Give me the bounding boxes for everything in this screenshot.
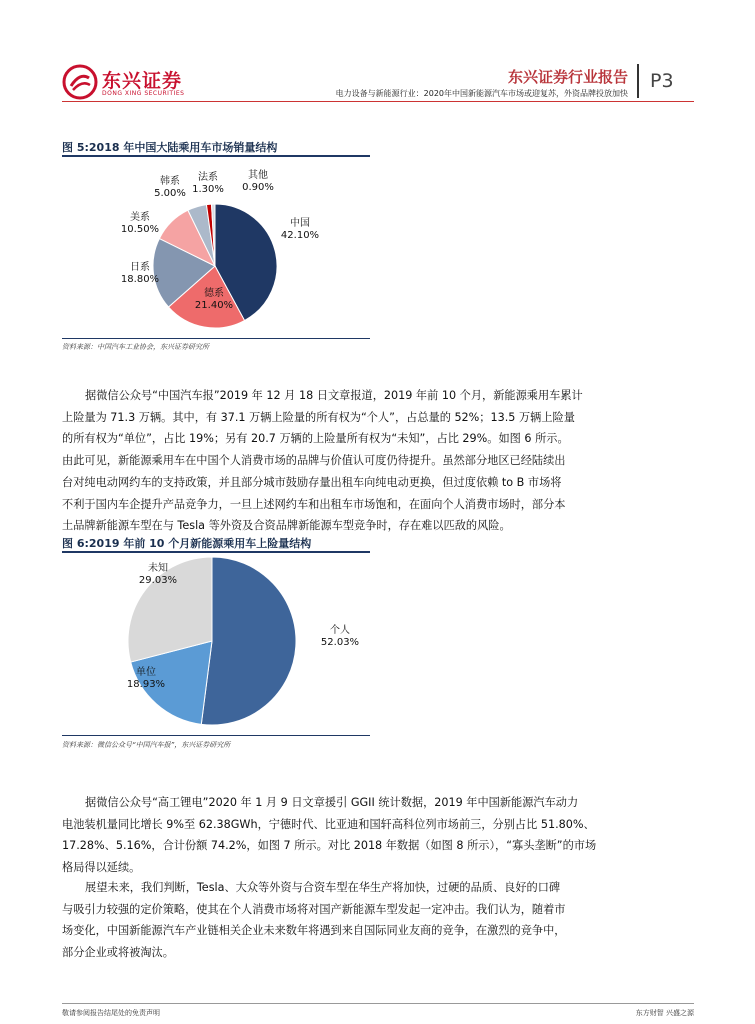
fig5-pie-chart <box>62 160 370 338</box>
fig6-slice-name-1: 单位 <box>136 667 156 678</box>
para2-line: 17.28%、5.16%，合计份额 74.2%，如图 7 所示。对比 2018 年数据（如图 8 所示），“寡头垄断”的市场 <box>62 839 597 853</box>
report-subtitle: 电力设备与新能源行业：2020年中国新能源汽车市场或迎复苏，外资品牌投放加快 <box>335 89 628 98</box>
fig5-slice-value-3: 10.50% <box>120 224 160 235</box>
fig5-slice-value-5: 1.30% <box>192 184 224 195</box>
para1-line: 台对纯电动网约车的支持政策，并且部分城市鼓励存量出租车向纯电动更换，但过度依赖 to B 市场将 <box>62 475 562 489</box>
fig5-slice-name-6: 其他 <box>248 170 268 181</box>
company-logo <box>62 64 192 104</box>
para1-line: 土品牌新能源车型在与 Tesla 等外资及合资品牌新能源车型竞争时，存在难以匹敌的风险。 <box>62 519 511 533</box>
report-title: 东兴证券行业报告 <box>507 68 628 86</box>
fig5-slice-name-4: 韩系 <box>160 176 180 187</box>
fig6-pie-chart <box>62 553 370 735</box>
fig6-slice-value-0: 52.03% <box>320 637 360 648</box>
para3-line: 与吸引力较强的定价策略，使其在个人消费市场将对国产新能源车型发起一定冲击。我们认为，随着市 <box>62 902 566 916</box>
footer-rule <box>62 1003 694 1004</box>
fig5-slice-value-0: 42.10% <box>280 230 320 241</box>
paragraph-2 <box>62 792 694 879</box>
fig6-source: 资料来源：微信公众号“中国汽车报”，东兴证券研究所 <box>62 741 231 749</box>
fig5-slice-name-5: 法系 <box>198 172 218 183</box>
footer-slogan: 东方财智 兴盛之源 <box>635 1009 694 1017</box>
fig5-title: 图 5:2018 年中国大陆乘用车市场销量结构 <box>62 141 278 154</box>
fig5-slice-value-6: 0.90% <box>242 182 274 193</box>
header-divider <box>637 64 639 98</box>
fig5-slice-value-1: 21.40% <box>194 300 234 311</box>
fig5-slice-name-2: 日系 <box>130 262 150 273</box>
page-number: P3 <box>650 70 674 92</box>
fig6-slice-0 <box>201 557 296 725</box>
para2-line: 据微信公众号“高工锂电”2020 年 1 月 9 日文章援引 GGII 统计数据，2019 年中国新能源汽车动力 <box>85 796 579 809</box>
header-rule <box>62 101 694 102</box>
fig6-slice-value-2: 29.03% <box>138 575 178 586</box>
fig5-slice-name-0: 中国 <box>290 218 310 229</box>
fig6-slice-name-0: 个人 <box>330 625 350 636</box>
fig6-title: 图 6:2019 年前 10 个月新能源乘用车上险量结构 <box>62 537 312 550</box>
fig5-rule-bottom <box>62 338 370 339</box>
para3-line: 展望未来，我们判断，Tesla、大众等外资与合资车型在华生产将加快，过硬的品质、良好的口碑 <box>85 881 561 894</box>
para1-line: 的所有权为“单位”，占比 19%；另有 20.7 万辆的上险量所有权为“未知”，占比 29%。如图 6 所示。 <box>62 432 569 446</box>
fig6-rule-bottom <box>62 735 370 736</box>
logo-mark-icon <box>62 64 98 100</box>
fig6-slice-name-2: 未知 <box>148 563 168 574</box>
logo-text-en: DONG XING SECURITIES <box>102 90 185 97</box>
fig5-slice-name-1: 德系 <box>204 288 224 299</box>
para3-line: 场变化，中国新能源汽车产业链相关企业未来数年将遇到来自国际同业友商的竞争，在激烈的竞争中， <box>62 924 566 938</box>
fig5-source: 资料来源：中国汽车工业协会，东兴证券研究所 <box>62 343 209 351</box>
paragraph-1 <box>62 385 694 537</box>
para2-line: 电池装机量同比增长 9%至 62.38GWh，宁德时代、比亚迪和国轩高科位列市场前三，分别占比 51.80%、 <box>62 817 595 831</box>
para1-line: 上险量为 71.3 万辆。其中，有 37.1 万辆上险量的所有权为“个人”，占总量的 52%；13.5 万辆上险量 <box>62 410 575 424</box>
para1-line: 不利于国内车企提升产品竞争力，一旦上述网约车和出租车市场饱和，在面向个人消费市场时，部分本 <box>62 497 566 511</box>
fig5-slice-value-2: 18.80% <box>120 274 160 285</box>
para3-line: 部分企业或将被淘汰。 <box>62 946 174 960</box>
fig5-rule-top <box>62 155 370 157</box>
fig6-slice-value-1: 18.93% <box>126 679 166 690</box>
fig5-slice-name-3: 美系 <box>130 212 150 223</box>
para1-line: 由此可见，新能源乘用车在中国个人消费市场的品牌与价值认可度仍待提升。虽然部分地区已经陆续出 <box>62 454 566 468</box>
para1-line: 据微信公众号“中国汽车报”2019 年 12 月 18 日文章报道，2019 年前 10 个月，新能源乘用车累计 <box>85 389 583 402</box>
logo-text-cn: 东兴证券 <box>102 70 183 92</box>
paragraph-3 <box>62 877 694 964</box>
fig5-slice-value-4: 5.00% <box>154 188 186 199</box>
footer-disclaimer: 敬请参阅报告结尾处的免责声明 <box>62 1009 160 1017</box>
para2-line: 格局得以延续。 <box>62 861 141 875</box>
